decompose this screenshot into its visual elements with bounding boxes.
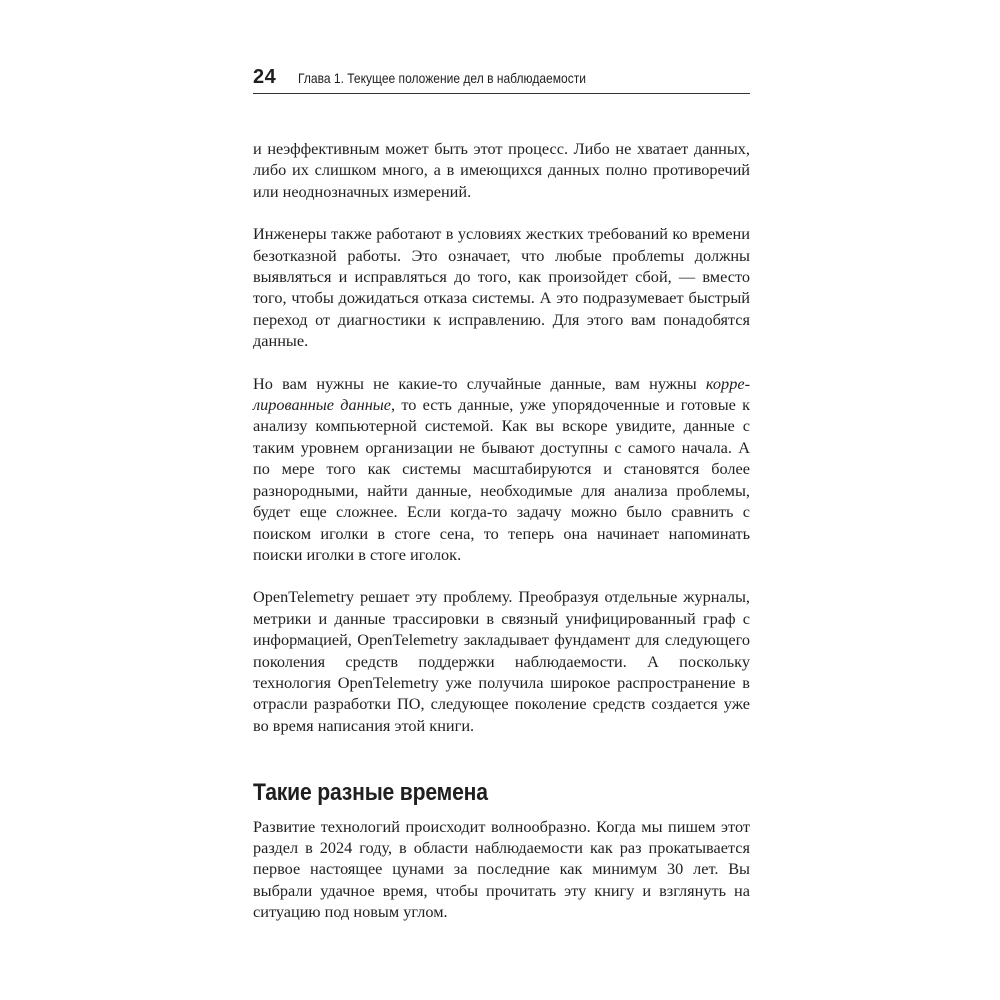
- paragraph-3-start: Но вам нужны не какие-то случайные данные, вам нужны: [253, 373, 706, 393]
- paragraph-4: OpenTelemetry решает эту проблему. Преобразуя отдельные журналы, метрики и данные трассировки в связный унифицированный граф с информацией, OpenTelemetry закладывает фундамент для следующего поколения средств поддержки наблюдаемости. А поскольку технология OpenTelemetry уже получила широкое распространение в отрасли разработки ПО, следующее поколение средств создается уже во время написания этой книги.: [253, 587, 750, 735]
- paragraph-1: и неэффективным может быть этот процесс. Либо не хватает данных, либо их слишком много, а в имеющихся данных полно противоречий или неоднозначных измерений.: [253, 139, 750, 201]
- running-header: [253, 66, 750, 94]
- page-number: 24: [253, 66, 277, 88]
- emphasis-correlated-data: коррелированные данные: [253, 373, 750, 415]
- section-paragraph: Развитие технологий происходит волнообразно. Когда мы пишем этот раздел в 2024 году, в области наблюдаемости как раз прокатывается первое настоящее цунами за последние как минимум 30 лет. Вы выбрали удачное время, чтобы прочитать эту книгу и взглянуть на ситуацию под новым углом.: [253, 816, 750, 922]
- paragraph-3-end: , то есть данные, уже упорядоченные и готовые к анализу компьютерной системой. Как вы вскоре увидите, данные с таким уровнем организации не бывают доступны с самого начала. А по мере того как системы масштабируются и становятся более разнородными, найти данные, необходимые для анализа проблемы, будет еще сложнее. Если когда-то задачу можно было сравнить с поиском иголки в стоге сена, то теперь она начинает напоминать поиски иголки в стоге иголок.: [253, 395, 750, 564]
- paragraph-2: Инженеры также работают в условиях жестких требований ко времени безотказной работы. Это означает, что любые проблеmы должны выявляться и исправляться до того, как произойдет сбой, — вместо того, чтобы дожидаться отказа системы. А это подразумевает быстрый переход от диагностики к исправлению. Для этого вам понадобятся данные.: [253, 224, 750, 351]
- chapter-title: Глава 1. Текущее положение дел в наблюдаемости: [298, 70, 587, 86]
- section-heading: Такие разные времена: [253, 779, 488, 807]
- book-page: [253, 66, 750, 944]
- paragraph-3: [253, 373, 750, 566]
- body-text: [253, 138, 750, 923]
